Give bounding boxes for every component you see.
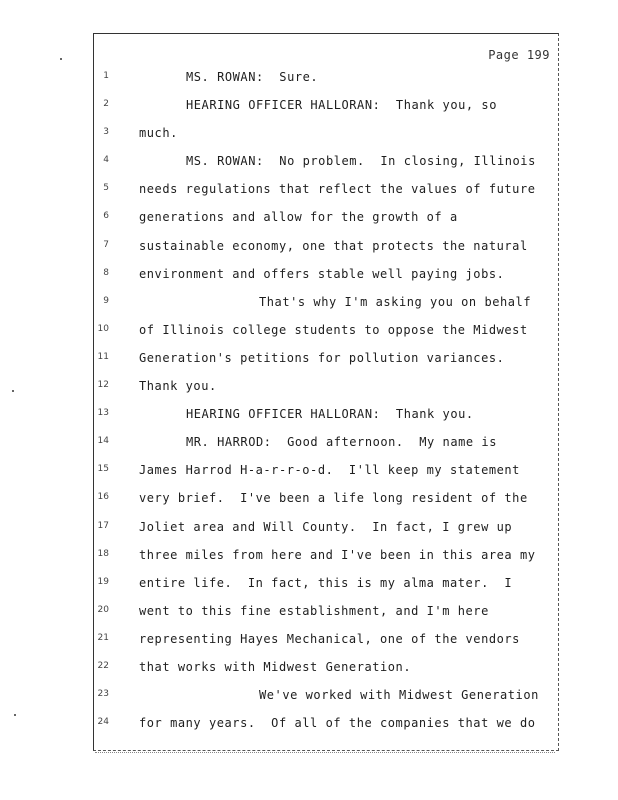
line-number: 7 bbox=[103, 239, 109, 250]
line-text: for many years. Of all of the companies that we do bbox=[139, 716, 536, 731]
line-text: that works with Midwest Generation. bbox=[139, 659, 412, 674]
transcript-line bbox=[94, 124, 558, 152]
line-number: 2 bbox=[103, 99, 109, 110]
line-number: 6 bbox=[103, 211, 109, 222]
line-number: 20 bbox=[97, 604, 109, 615]
line-text: needs regulations that reflect the values of future bbox=[139, 182, 536, 197]
line-number: 11 bbox=[97, 351, 109, 362]
transcript-line bbox=[94, 293, 558, 321]
line-text: Generation's petitions for pollution variances. bbox=[139, 350, 505, 365]
line-number: 22 bbox=[97, 660, 109, 671]
line-number: 9 bbox=[103, 295, 109, 306]
line-text: That's why I'm asking you on behalf bbox=[259, 294, 532, 309]
line-text: of Illinois college students to oppose the Midwest bbox=[139, 322, 528, 337]
transcript-line bbox=[94, 461, 558, 489]
transcript-line bbox=[94, 377, 558, 405]
scan-edge-noise bbox=[95, 752, 555, 754]
transcript-lines bbox=[94, 68, 558, 742]
line-number: 4 bbox=[103, 155, 109, 166]
page-number: Page 199 bbox=[488, 48, 550, 62]
line-number: 3 bbox=[103, 127, 109, 138]
line-number: 10 bbox=[97, 323, 109, 334]
transcript-line bbox=[94, 68, 558, 96]
line-text: James Harrod H-a-r-r-o-d. I'll keep my statement bbox=[139, 463, 520, 478]
line-text: went to this fine establishment, and I'm here bbox=[139, 603, 489, 618]
line-number: 19 bbox=[97, 576, 109, 587]
transcript-page bbox=[93, 33, 559, 751]
transcript-line bbox=[94, 686, 558, 714]
line-text: generations and allow for the growth of a bbox=[139, 210, 458, 225]
line-number: 1 bbox=[103, 71, 109, 81]
line-text: three miles from here and I've been in this area my bbox=[139, 547, 536, 562]
transcript-line bbox=[94, 265, 558, 293]
line-text: Joliet area and Will County. In fact, I grew up bbox=[139, 519, 513, 534]
transcript-line bbox=[94, 208, 558, 236]
transcript-line bbox=[94, 574, 558, 602]
transcript-line bbox=[94, 405, 558, 433]
transcript-line bbox=[94, 180, 558, 208]
scan-speck bbox=[12, 390, 14, 392]
transcript-line bbox=[94, 518, 558, 546]
line-number: 18 bbox=[97, 548, 109, 559]
line-text: MR. HARROD: Good afternoon. My name is bbox=[186, 435, 497, 450]
transcript-line bbox=[94, 658, 558, 686]
line-text: entire life. In fact, this is my alma mater. I bbox=[139, 575, 513, 590]
line-number: 8 bbox=[103, 267, 109, 278]
line-text: HEARING OFFICER HALLORAN: Thank you, so bbox=[186, 98, 497, 113]
line-number: 15 bbox=[97, 464, 109, 475]
transcript-line bbox=[94, 433, 558, 461]
transcript-line bbox=[94, 349, 558, 377]
line-number: 13 bbox=[97, 408, 109, 419]
transcript-line bbox=[94, 321, 558, 349]
line-text: sustainable economy, one that protects the natural bbox=[139, 238, 528, 253]
transcript-line bbox=[94, 237, 558, 265]
transcript-line bbox=[94, 714, 558, 742]
line-text: MS. ROWAN: Sure. bbox=[186, 70, 319, 84]
line-number: 23 bbox=[97, 689, 109, 700]
line-number: 14 bbox=[97, 436, 109, 447]
transcript-line bbox=[94, 96, 558, 124]
line-text: HEARING OFFICER HALLORAN: Thank you. bbox=[186, 407, 474, 422]
line-number: 24 bbox=[97, 717, 109, 728]
transcript-line bbox=[94, 489, 558, 517]
line-text: environment and offers stable well paying jobs. bbox=[139, 266, 505, 281]
scan-speck bbox=[14, 714, 16, 716]
line-number: 12 bbox=[97, 380, 109, 391]
line-text: Thank you. bbox=[139, 379, 217, 394]
line-number: 21 bbox=[97, 632, 109, 643]
transcript-line bbox=[94, 546, 558, 574]
line-text: representing Hayes Mechanical, one of the vendors bbox=[139, 631, 520, 646]
transcript-line bbox=[94, 630, 558, 658]
transcript-line bbox=[94, 602, 558, 630]
line-number: 17 bbox=[97, 520, 109, 531]
line-text: We've worked with Midwest Generation bbox=[259, 688, 539, 703]
transcript-line bbox=[94, 152, 558, 180]
line-text: very brief. I've been a life long resident of the bbox=[139, 491, 528, 506]
scan-speck bbox=[60, 58, 62, 60]
line-number: 5 bbox=[103, 183, 109, 194]
line-number: 16 bbox=[97, 492, 109, 503]
line-text: MS. ROWAN: No problem. In closing, Illinois bbox=[186, 154, 536, 169]
line-text: much. bbox=[139, 126, 178, 141]
